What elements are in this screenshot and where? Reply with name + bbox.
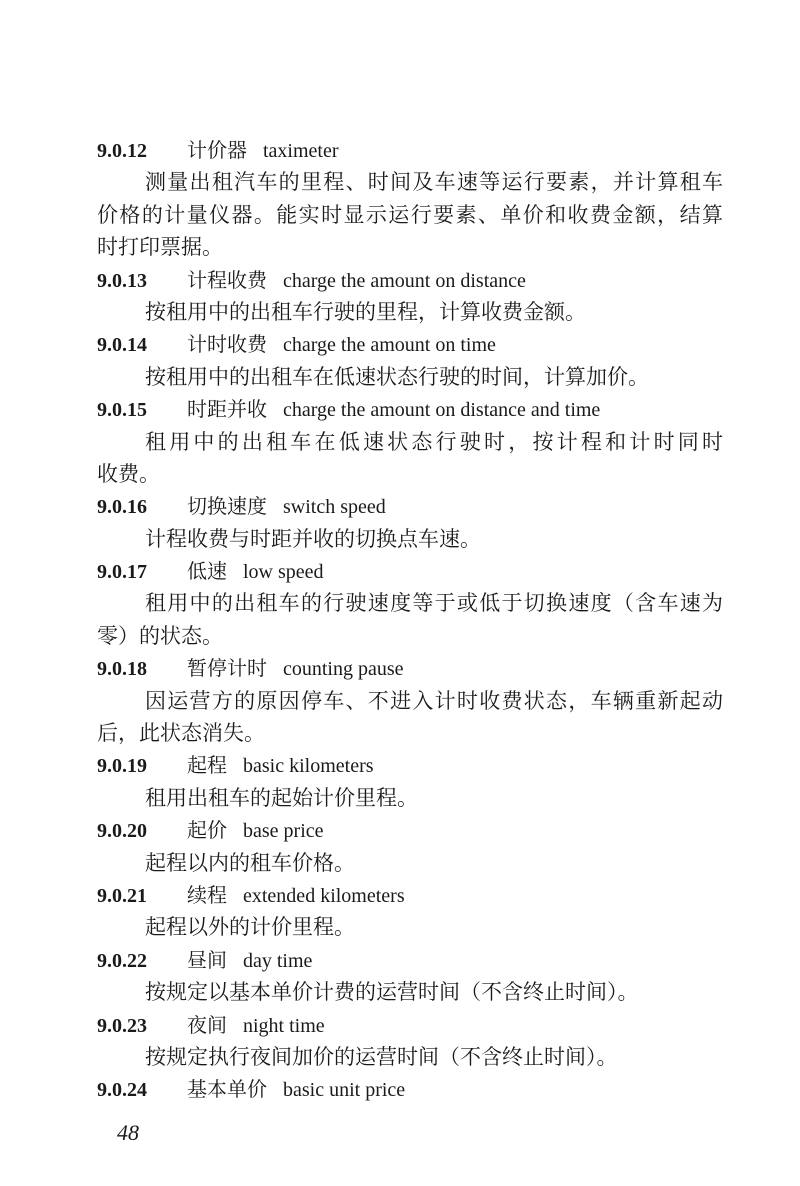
term-heading [97,749,723,781]
term-chinese: 起程 [187,753,227,778]
term-english: night time [243,1014,325,1037]
term-number: 9.0.21 [97,884,147,907]
term-chinese: 低速 [187,559,227,584]
definition-line: 零）的状态。 [97,623,223,648]
term-number: 9.0.17 [97,561,147,584]
term-number: 9.0.16 [97,496,147,519]
term-number: 9.0.12 [97,140,147,162]
term-entry [97,134,723,264]
definition-line: 收费。 [97,461,160,486]
term-entry [97,944,723,1009]
term-english: charge the amount on time [283,334,496,357]
definition-line: 按规定以基本单价计费的运营时间（不含终止时间）。 [145,980,639,1005]
term-number: 9.0.19 [97,755,147,778]
definition-line: 计程收费与时距并收的切换点车速。 [145,526,481,551]
term-english: low speed [243,561,324,584]
term-number: 9.0.23 [97,1014,147,1037]
term-heading [97,393,723,425]
term-english: taximeter [263,140,339,162]
term-chinese: 昼间 [187,947,227,972]
definition-line: 租用中的出租车的行驶速度等于或低于切换速度（含车速为 [145,591,723,616]
term-entry [97,393,723,490]
term-heading [97,879,723,911]
page-number: 48 [117,1120,139,1145]
term-heading [97,264,723,296]
definition-line: 因运营方的原因停车、不进入计时收费状态，车辆重新起动 [145,688,723,713]
term-english: charge the amount on distance [283,269,526,292]
definition-line: 起程以内的租车价格。 [145,850,355,875]
definition-line: 后，此状态消失。 [97,721,265,746]
term-number: 9.0.20 [97,820,147,843]
term-heading [97,1073,723,1105]
term-english: extended kilometers [243,884,405,907]
term-entry [97,749,723,814]
term-english: counting pause [283,658,404,681]
term-entry [97,1009,723,1074]
term-entry [97,555,723,652]
term-heading [97,944,723,976]
term-chinese: 基本单价 [187,1077,267,1102]
term-entry [97,490,723,555]
term-heading [97,328,723,360]
term-entry [97,879,723,944]
term-number: 9.0.22 [97,949,147,972]
definition-line: 起程以外的计价里程。 [145,915,355,940]
term-number: 9.0.24 [97,1079,147,1102]
term-number: 9.0.14 [97,334,147,357]
term-english: base price [243,820,324,843]
term-english: day time [243,949,313,972]
term-heading [97,652,723,684]
term-english: basic kilometers [243,755,374,778]
definition-line: 按规定执行夜间加价的运营时间（不含终止时间）。 [145,1044,618,1069]
term-entry [97,652,723,749]
term-number: 9.0.13 [97,269,147,292]
term-chinese: 续程 [187,882,227,907]
term-chinese: 时距并收 [187,397,267,422]
term-number: 9.0.18 [97,658,147,681]
term-heading [97,814,723,846]
term-heading [97,134,723,166]
term-chinese: 起价 [187,818,227,843]
term-chinese: 计程收费 [187,267,267,292]
term-chinese: 计时收费 [187,332,267,357]
term-entry [97,328,723,393]
term-chinese: 切换速度 [187,494,267,519]
definition-line: 按租用中的出租车在低速状态行驶的时间，计算加价。 [145,364,649,389]
term-entry [97,264,723,329]
term-heading [97,555,723,587]
term-english: charge the amount on distance and time [283,399,601,422]
term-english: switch speed [283,496,386,519]
term-chinese: 计价器 [187,138,247,162]
definition-line: 测量出租汽车的里程、时间及车速等运行要素，并计算租车 [145,170,723,195]
term-heading [97,1009,723,1041]
term-english: basic unit price [283,1079,406,1102]
document-body [97,134,723,1106]
term-heading [97,490,723,522]
definition-line: 价格的计量仪器。能实时显示运行要素、单价和收费金额，结算 [97,202,723,227]
term-entry [97,1073,723,1105]
definition-line: 租用出租车的起始计价里程。 [145,785,418,810]
definition-line: 按租用中的出租车行驶的里程，计算收费金额。 [145,299,586,324]
term-entry [97,814,723,879]
definition-line: 租用中的出租车在低速状态行驶时，按计程和计时同时 [145,429,723,454]
definition-line: 时打印票据。 [97,235,223,260]
term-chinese: 暂停计时 [187,656,267,681]
term-chinese: 夜间 [187,1012,227,1037]
term-number: 9.0.15 [97,399,147,422]
